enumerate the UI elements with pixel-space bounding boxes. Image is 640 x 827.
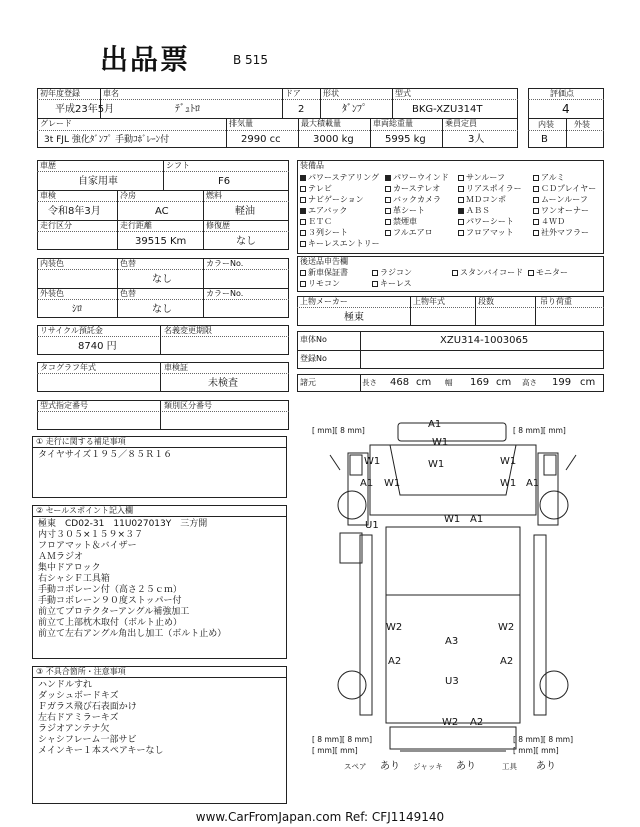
exterior-color-no-label: カラーNo. xyxy=(206,289,244,298)
sales-point-line: 集中ドアロック xyxy=(38,563,101,573)
height-unit: cm xyxy=(580,377,596,388)
equipment-item-label: ムーンルーフ xyxy=(541,195,588,204)
equipment-item xyxy=(385,228,433,238)
equipment-item-label: ナビゲーション xyxy=(308,195,364,204)
equipment-item xyxy=(533,195,588,205)
aircon-value: AC xyxy=(155,206,169,217)
tread-rear-right-2: [ mm][ mm] xyxy=(513,746,559,755)
interior-color-no-label: カラーNo. xyxy=(206,259,244,268)
width-unit: cm xyxy=(496,377,512,388)
equipment-item-label: ＡＢＳ xyxy=(466,206,490,215)
footer-watermark: www.CarFromJapan.com Ref: CFJ1149140 xyxy=(195,810,445,824)
equipment-item xyxy=(300,239,380,249)
equipment-item xyxy=(300,217,332,227)
damage-mark: W1 xyxy=(364,456,381,467)
score-label: 評価点 xyxy=(550,89,574,98)
damage-mark: W2 xyxy=(498,622,515,633)
sales-point-line: 手動コボレーン９０度ストッパー付 xyxy=(38,596,182,606)
width-value: 169 xyxy=(470,377,490,388)
checkbox-icon xyxy=(385,197,391,203)
score-value: 4 xyxy=(562,102,570,116)
sales-point-line: 極東 CD02-31 11U027013Y 三方開 xyxy=(38,519,208,529)
interior-color-change-label: 色替 xyxy=(120,259,136,268)
equipment-item xyxy=(458,195,506,205)
checkbox-icon xyxy=(458,186,464,192)
history-value: 自家用車 xyxy=(78,176,118,187)
defect-line: ダッシュボードキズ xyxy=(38,691,119,701)
jack-value: あり xyxy=(456,761,476,772)
equipment-item xyxy=(458,173,505,183)
dimensions-label: 諸元 xyxy=(300,378,316,387)
equipment-item xyxy=(458,206,490,216)
equipment-item-label: アルミ xyxy=(541,173,565,182)
tread-front-right: [ 8 mm][ mm] xyxy=(513,426,566,435)
checkbox-icon xyxy=(372,281,378,287)
steps-label: 段数 xyxy=(478,297,494,306)
checkbox-icon xyxy=(533,230,539,236)
equipment-item xyxy=(458,184,522,194)
tread-rear-right-1: [ 8 mm][ 8 mm] xyxy=(513,735,574,744)
page-title: 出品票 xyxy=(100,43,191,76)
equipment-item-label: フロアマット xyxy=(466,228,514,237)
exterior-color-change-label: 色替 xyxy=(120,289,136,298)
equipment-item-label: フルエアロ xyxy=(393,228,433,237)
checkbox-icon xyxy=(458,219,464,225)
car-name-label: 車名 xyxy=(103,89,119,98)
equipment-item xyxy=(385,206,425,216)
shift-value: F6 xyxy=(218,176,231,187)
damage-mark: U1 xyxy=(365,520,379,531)
inspection-label: 車検 xyxy=(40,191,56,200)
equipment-item-label: サンルーフ xyxy=(466,173,505,182)
length-label: 長さ xyxy=(362,378,377,387)
interior-color-change-value: なし xyxy=(152,274,172,285)
name-change-label: 名義変更期限 xyxy=(164,326,212,335)
equipment-item-label: パワーウインド xyxy=(393,173,449,182)
checkbox-icon xyxy=(452,270,458,276)
gross-weight-label: 車両総重量 xyxy=(373,119,413,128)
equipment-item-label: ＭＤコンポ xyxy=(466,195,506,204)
jack-label: ジャッキ xyxy=(413,762,443,771)
tread-rear-left-2: [ mm][ mm] xyxy=(312,746,358,755)
length-unit: cm xyxy=(416,377,432,388)
sales-point-line: フロアマット＆バイザー xyxy=(38,541,137,551)
mileage-value: 39515 Km xyxy=(135,236,187,247)
exterior-color-label: 外装色 xyxy=(40,289,64,298)
sales-point-line: 前立て上部枕木取付（ボルト止め） xyxy=(38,618,183,628)
recycle-label: リサイクル預託金 xyxy=(40,326,103,335)
damage-mark: W1 xyxy=(432,437,449,448)
checkbox-icon xyxy=(533,197,539,203)
after-delivery-item-label: モニター xyxy=(536,268,568,277)
checkbox-icon xyxy=(300,241,306,247)
damage-mark: A2 xyxy=(470,717,484,728)
spare-label: スペア xyxy=(344,762,367,771)
sales-point-line: 前立て左右アングル角出し加工（ボルト止め） xyxy=(38,629,227,639)
after-delivery-item xyxy=(528,268,568,278)
equipment-item xyxy=(533,173,565,183)
max-load-label: 最大積載量 xyxy=(301,119,341,128)
exterior-grade-label: 外装 xyxy=(574,120,590,129)
fuel-label: 燃料 xyxy=(206,191,222,200)
after-delivery-item xyxy=(372,268,412,278)
after-delivery-item xyxy=(300,279,340,289)
body-maker-value: 極東 xyxy=(344,312,364,323)
equipment-item-label: ＣＤプレイヤー xyxy=(541,184,597,193)
after-delivery-item xyxy=(300,268,348,278)
after-delivery-item xyxy=(452,268,523,278)
checkbox-icon xyxy=(458,208,464,214)
defect-line: Ｆガラス飛び石表面かけ xyxy=(38,702,137,712)
lot-number: B 515 xyxy=(233,53,268,67)
recycle-value: 8740 円 xyxy=(78,341,117,352)
equipment-item xyxy=(533,217,565,227)
equipment-item-label: ＥＴＣ xyxy=(308,217,332,226)
shift-label: シフト xyxy=(166,161,190,170)
after-delivery-label: 後送品申告欄 xyxy=(300,257,348,266)
checkbox-icon xyxy=(385,208,391,214)
checkbox-icon xyxy=(385,175,391,181)
equipment-item-label: 革シート xyxy=(393,206,425,215)
model-value: BKG-XZU314T xyxy=(412,104,483,115)
defect-line: メインキー１本スペアキーなし xyxy=(38,746,164,756)
checkbox-icon xyxy=(528,270,534,276)
equipment-item-label: キーレスエントリー xyxy=(308,239,380,248)
equipment-item-label: 禁煙車 xyxy=(393,217,417,226)
displacement-value: 2990 cc xyxy=(241,134,281,145)
certificate-value: 未検査 xyxy=(208,378,238,389)
chassis-value: XZU314-1003065 xyxy=(440,335,529,346)
exterior-color-value: ｼﾛ xyxy=(72,304,82,315)
tread-rear-left-1: [ 8 mm][ 8 mm] xyxy=(312,735,373,744)
spare-value: あり xyxy=(380,761,400,772)
mileage-class-label: 走行区分 xyxy=(40,221,72,230)
checkbox-icon xyxy=(300,186,306,192)
tread-front-left: [ mm][ 8 mm] xyxy=(312,426,365,435)
first-reg-value: 平成23年5月 xyxy=(55,104,115,115)
sales-points-label: ② セールスポイント記入欄 xyxy=(36,506,133,515)
checkbox-icon xyxy=(385,230,391,236)
damage-mark: A1 xyxy=(360,478,374,489)
equipment-item-label: エアバック xyxy=(308,206,348,215)
first-reg-label: 初年度登録 xyxy=(40,89,80,98)
equipment-label: 装備品 xyxy=(300,161,324,170)
checkbox-icon xyxy=(385,219,391,225)
damage-mark: W2 xyxy=(442,717,459,728)
defect-line: 左右ドアミラーキズ xyxy=(38,713,119,723)
damage-mark: A3 xyxy=(445,636,459,647)
height-value: 199 xyxy=(552,377,572,388)
after-delivery-item-label: リモコン xyxy=(308,279,340,288)
damage-mark: A1 xyxy=(470,514,484,525)
checkbox-icon xyxy=(533,208,539,214)
after-delivery-item xyxy=(372,279,412,289)
driving-notes-text: タイヤサイズ１９５／８５Ｒ１６ xyxy=(38,450,173,460)
repair-history-label: 修復歴 xyxy=(206,221,230,230)
damage-mark: W1 xyxy=(444,514,461,525)
defects-label: ③ 不具合箇所・注意事項 xyxy=(36,667,126,676)
checkbox-icon xyxy=(533,219,539,225)
tacho-label: タコグラフ年式 xyxy=(40,363,96,372)
sales-point-line: 手動コボレーン付（高さ２５ｃｍ） xyxy=(38,585,182,595)
capacity-label: 乗員定員 xyxy=(445,119,477,128)
car-name-value: ﾃﾞｭﾄﾛ xyxy=(175,104,200,115)
shape-label: 形状 xyxy=(323,89,339,98)
damage-mark: W2 xyxy=(386,622,403,633)
interior-grade-value: B xyxy=(541,134,548,145)
equipment-item-label: 社外マフラー xyxy=(541,228,589,237)
after-delivery-item-label: 新車保証書 xyxy=(308,268,348,277)
checkbox-icon xyxy=(300,175,306,181)
mileage-label: 走行距離 xyxy=(120,221,152,230)
interior-color-label: 内装色 xyxy=(40,259,64,268)
equipment-item xyxy=(385,217,417,227)
tools-value: あり xyxy=(536,761,556,772)
damage-mark: A2 xyxy=(500,656,514,667)
door-value: 2 xyxy=(298,104,305,115)
equipment-item-label: リアスポイラー xyxy=(466,184,522,193)
checkbox-icon xyxy=(533,175,539,181)
damage-mark: W1 xyxy=(384,478,401,489)
driving-notes-label: ① 走行に関する補足事項 xyxy=(36,437,126,446)
damage-mark: A1 xyxy=(428,419,442,430)
damage-mark: U3 xyxy=(445,676,459,687)
equipment-item-label: カーステレオ xyxy=(393,184,441,193)
lift-load-label: 吊り荷重 xyxy=(540,297,572,306)
height-label: 高さ xyxy=(522,378,537,387)
equipment-item xyxy=(458,228,514,238)
checkbox-icon xyxy=(300,219,306,225)
equipment-item xyxy=(533,184,596,194)
body-year-label: 上物年式 xyxy=(413,297,445,306)
equipment-item-label: テレビ xyxy=(308,184,332,193)
equipment-item xyxy=(533,228,589,238)
history-label: 車歴 xyxy=(40,161,56,170)
equipment-item-label: ワンオーナー xyxy=(541,206,589,215)
door-label: ドア xyxy=(285,89,301,98)
sales-point-line: 内寸３０５×１５９×３７ xyxy=(38,530,144,540)
checkbox-icon xyxy=(372,270,378,276)
equipment-item-label: ３列シート xyxy=(308,228,348,237)
damage-mark: W1 xyxy=(500,456,517,467)
equipment-item-label: パワーシート xyxy=(466,217,514,226)
registration-label: 登録No xyxy=(300,354,327,363)
checkbox-icon xyxy=(300,197,306,203)
equipment-item xyxy=(533,206,589,216)
equipment-item xyxy=(385,184,440,194)
interior-grade-label: 内装 xyxy=(538,120,554,129)
sales-point-line: 右シャシＦ工具箱 xyxy=(38,574,110,584)
checkbox-icon xyxy=(533,186,539,192)
defect-line: ラジオアンテナ欠 xyxy=(38,724,110,734)
gross-weight-value: 5995 kg xyxy=(385,134,426,145)
sales-point-line: ＡＭラジオ xyxy=(38,552,84,562)
inspection-value: 令和8年3月 xyxy=(48,206,101,217)
checkbox-icon xyxy=(300,208,306,214)
max-load-value: 3000 kg xyxy=(313,134,354,145)
equipment-item xyxy=(300,228,348,238)
fuel-value: 軽油 xyxy=(235,206,255,217)
defect-line: ハンドルすれ xyxy=(38,680,93,690)
class-number-label: 類別区分番号 xyxy=(164,401,212,410)
equipment-item xyxy=(300,173,379,183)
aircon-label: 冷房 xyxy=(120,191,136,200)
checkbox-icon xyxy=(300,281,306,287)
after-delivery-item-label: ラジコン xyxy=(380,268,412,277)
grade-label: グレード xyxy=(40,119,72,128)
width-label: 幅 xyxy=(445,378,453,387)
damage-mark: A1 xyxy=(526,478,540,489)
checkbox-icon xyxy=(385,186,391,192)
equipment-item-label: バックカメラ xyxy=(393,195,441,204)
capacity-value: 3人 xyxy=(468,134,485,145)
exterior-color-change-value: なし xyxy=(152,304,172,315)
defect-line: シャシフレーム一部サビ xyxy=(38,735,137,745)
equipment-item-label: ４ＷＤ xyxy=(541,217,565,226)
repair-history-value: なし xyxy=(236,236,256,247)
checkbox-icon xyxy=(300,230,306,236)
certificate-label: 車検証 xyxy=(164,363,188,372)
type-designation-label: 型式指定番号 xyxy=(40,401,88,410)
equipment-item xyxy=(385,173,449,183)
equipment-item xyxy=(385,195,441,205)
grade-value: 3t FJL 強化ﾀﾞﾝﾌﾟ 手動ｺﾎﾞﾚｰﾝ付 xyxy=(44,135,170,145)
checkbox-icon xyxy=(300,270,306,276)
equipment-item xyxy=(300,184,332,194)
shape-value: ﾀﾞﾝﾌﾟ xyxy=(342,104,367,115)
length-value: 468 xyxy=(390,377,410,388)
body-maker-label: 上物メーカー xyxy=(300,297,348,306)
checkbox-icon xyxy=(458,230,464,236)
damage-mark: A2 xyxy=(388,656,402,667)
chassis-label: 車体No xyxy=(300,335,327,344)
checkbox-icon xyxy=(458,175,464,181)
damage-mark: W1 xyxy=(500,478,517,489)
damage-mark: W1 xyxy=(428,459,445,470)
tools-label: 工具 xyxy=(502,762,517,771)
model-label: 型式 xyxy=(395,89,411,98)
equipment-item-label: パワーステアリング xyxy=(308,173,379,182)
equipment-item xyxy=(300,195,364,205)
after-delivery-item-label: キーレス xyxy=(380,279,412,288)
displacement-label: 排気量 xyxy=(229,119,253,128)
checkbox-icon xyxy=(458,197,464,203)
sales-point-line: 前立てプロテクターアングル補強加工 xyxy=(38,607,190,617)
equipment-item xyxy=(300,206,347,216)
after-delivery-item-label: スタンバイコード xyxy=(460,268,524,277)
equipment-item xyxy=(458,217,514,227)
